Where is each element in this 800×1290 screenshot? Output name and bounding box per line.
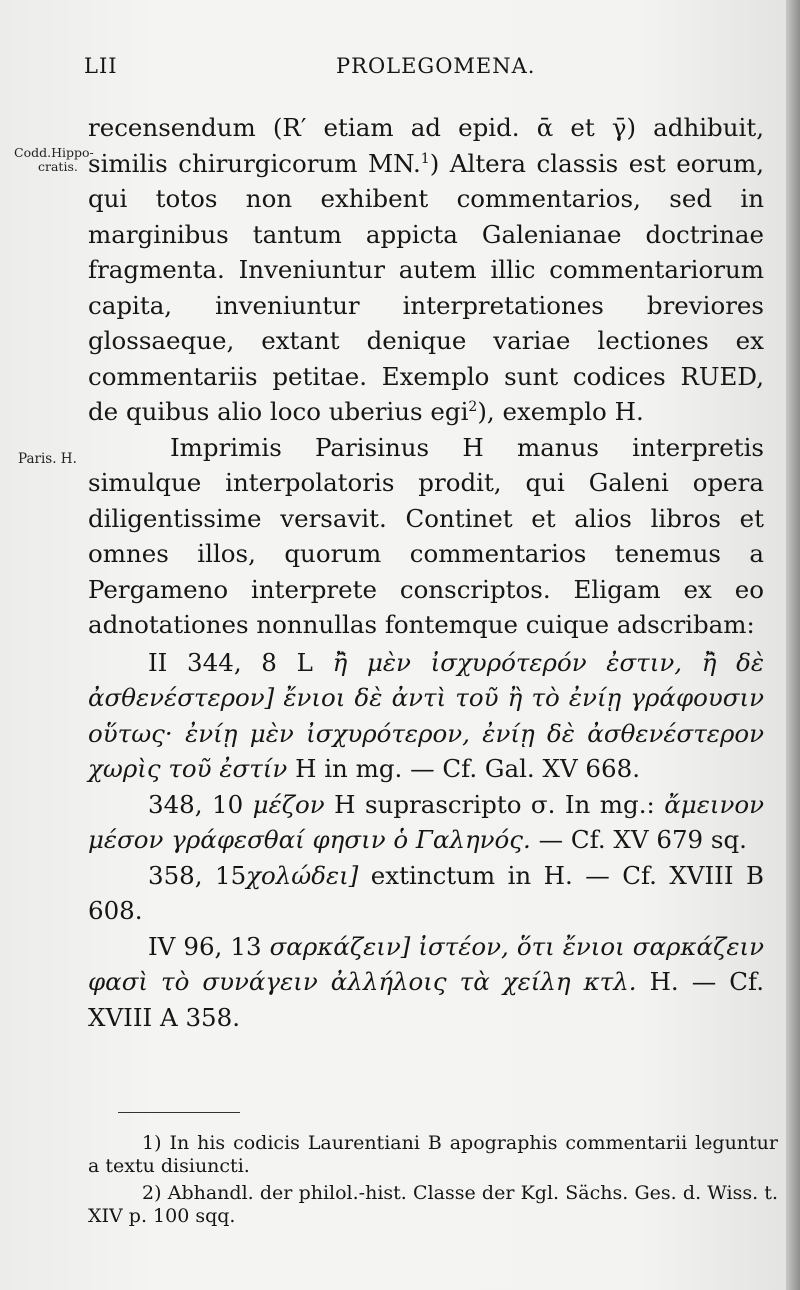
page-edge-shadow bbox=[786, 0, 800, 1290]
entry-note: H suprascripto σ. In mg.: bbox=[334, 789, 655, 819]
annotation-entry bbox=[88, 858, 764, 929]
entry-note: H in mg. — Cf. Gal. XV 668. bbox=[295, 754, 640, 783]
entry-reference: IV 96, 13 bbox=[148, 931, 262, 961]
footnote-divider bbox=[118, 1112, 240, 1113]
annotation-entry bbox=[88, 787, 764, 858]
footnote-mark: 1) bbox=[142, 1132, 162, 1154]
margin-note-codd-line1: Codd.Hippo- bbox=[14, 145, 94, 160]
footnote-1 bbox=[88, 1132, 778, 1178]
entry-greek: χολώδει] bbox=[246, 860, 359, 890]
footnote-mark: 2) bbox=[142, 1182, 162, 1204]
footnotes bbox=[88, 1132, 778, 1232]
running-title: PROLEGOMENA. bbox=[336, 54, 536, 78]
annotation-entry bbox=[88, 929, 764, 1036]
entry-note: H. — Cf. XVIII A 358. bbox=[88, 967, 764, 1032]
entry-note-2: — Cf. XV 679 sq. bbox=[538, 825, 747, 854]
entry-reference: 358, 15 bbox=[148, 860, 247, 890]
annotation-entry bbox=[88, 645, 764, 787]
margin-note-paris: Paris. H. bbox=[18, 451, 77, 467]
entry-reference: II 344, 8 L bbox=[148, 647, 313, 677]
paragraph-2: Imprimis Parisinus H manus interpretis simulque interpolatoris prodit, qui Galeni opera diligentissime versavit. Continet et alios libros et omnes illos, quorum commentarios tenemus a Pergameno interprete conscriptos. Eligam ex eo adnotationes nonnullas fontemque cuique adscribam: bbox=[88, 432, 764, 639]
entry-note: extinctum in H. — Cf. XVIII B 608. bbox=[88, 860, 764, 925]
paragraph-1-part-b: ) Altera classis est eorum, qui totos non exhibent commentarios, sed in marginibus tantum appicta Galenianae doctrinae fragmenta. Inveniuntur autem illic commentariorum capita, inveniuntur interpretationes breviores glossaeque, extant denique variae lectiones ex commentariis petitae. Exemplo sunt codices RUED, de quibus alio loco uberius egi bbox=[88, 148, 764, 426]
footnote-text: Abhandl. der philol.-hist. Classe der Kgl. Sächs. Ges. d. Wiss. t. XIV p. 100 sqq. bbox=[88, 1182, 778, 1227]
entry-reference: 348, 10 bbox=[148, 789, 244, 819]
paragraph-1 bbox=[88, 110, 764, 430]
footnote-text: In his codicis Laurentiani B apographis commentarii leguntur a textu disiuncti. bbox=[88, 1132, 778, 1177]
annotation-list bbox=[88, 645, 764, 1036]
page-number: LII bbox=[84, 54, 118, 78]
entry-greek: σαρκάζειν] ἰστέον, ὅτι ἔνιοι σαρκάζειν φασὶ τὸ συνάγειν ἀλλήλοις τὰ χείλη κτλ. bbox=[88, 931, 764, 996]
paragraph-1-part-a: recensendum (R′ etiam ad epid. ᾱ et γ̄) adhibuit, similis chirurgicorum MN. bbox=[88, 113, 764, 178]
entry-greek: ἢ̄ μὲν ἰσχυρότερόν ἐστιν, ἢ̄ δὲ ἀσθενέστερον] ἔνιοι δὲ ἀντὶ τοῦ ἢ τὸ ἐνίῃ γράφουσιν οὕτως· ἐνίῃ μὲν ἰσχυρότερον, ἐνίῃ δὲ ἀσθενέστερον χωρὶς τοῦ ἐστίν bbox=[88, 647, 764, 783]
entry-greek: μέζον bbox=[252, 789, 325, 819]
footnote-ref-1: 1 bbox=[420, 150, 430, 167]
footnote-2 bbox=[88, 1182, 778, 1228]
running-header bbox=[0, 50, 800, 84]
footnote-ref-2: 2 bbox=[468, 398, 478, 415]
paragraph-1-part-c: ), exemplo H. bbox=[477, 397, 644, 426]
margin-note-codd-line2: cratis. bbox=[38, 159, 78, 174]
margin-note-codd bbox=[14, 146, 94, 174]
entry-greek-2: ἄμεινον μέσον γράφεσθαί φησιν ὁ Γαληνός. bbox=[88, 789, 764, 854]
main-text bbox=[88, 110, 764, 1035]
